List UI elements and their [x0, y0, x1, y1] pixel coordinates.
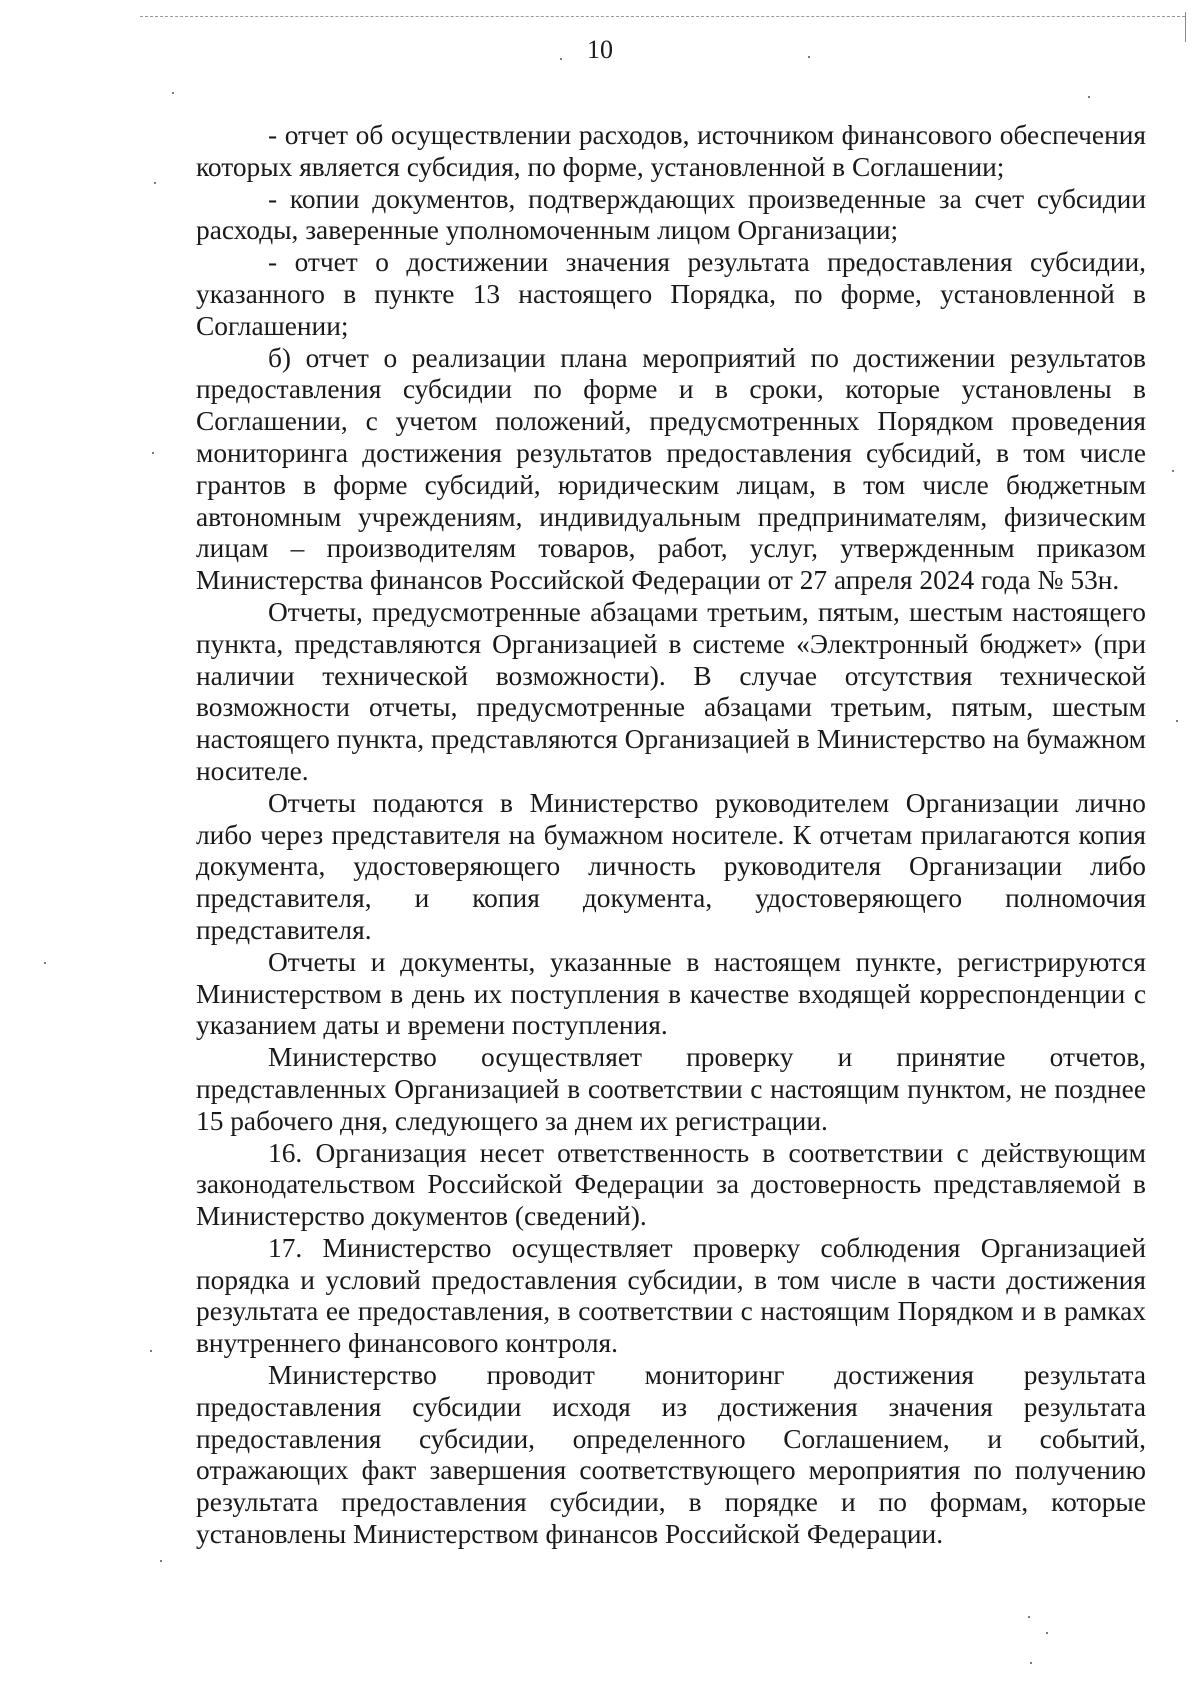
- page-number: 10: [587, 35, 613, 64]
- scan-speck: [1030, 1662, 1032, 1664]
- paragraph-expense-report: - отчет об осуществлении расходов, источником финансового обеспечения которых является субсидия, по форме, установленной в Соглашении;: [196, 120, 1146, 182]
- scan-speck: [152, 452, 154, 454]
- scan-top-edge: [140, 16, 1185, 17]
- scan-speck: [560, 58, 562, 60]
- paragraph-item-17: 17. Министерство осуществляет проверку соблюдения Организацией порядка и условий предоставления субсидии, в том числе в части достижения результата ее предоставления, в соответствии с настоящим Порядком и в рамках внутреннего финансового контроля.: [196, 1232, 1146, 1359]
- paragraph-document-copies: - копии документов, подтверждающих произведенные за счет субсидии расходы, заверенные уполномоченным лицом Организации;: [196, 183, 1146, 246]
- scan-speck: [1176, 720, 1178, 722]
- paragraph-plan-report: б) отчет о реализации плана мероприятий по достижении результатов предоставления субсидии по форме и в сроки, которые установлены в Соглашении, с учетом положений, предусмотренных Порядком проведения мониторинга достижения результатов предоставления субсидий, в том числе грантов в форме субсидий, юридическим лицам, в том числе бюджетным автономным учреждениям, индивидуальным предпринимателям, физическим лицам – производителям товаров, работ, услуг, утвержденным приказом Министерства финансов Российской Федерации от 27 апреля 2024 года № 53н.: [196, 342, 1146, 596]
- scan-speck: [1088, 96, 1090, 98]
- scan-speck: [1028, 1616, 1030, 1618]
- paragraph-report-submission: Отчеты подаются в Министерство руководителем Организации лично либо через представителя на бумажном носителе. К отчетам прилагаются копия документа, удостоверяющего личность руководителя Организации либо представителя, и копия документа, удостоверяющего полномочия представителя.: [196, 787, 1146, 945]
- scan-speck: [160, 1560, 162, 1562]
- scan-speck: [1172, 470, 1174, 472]
- paragraph-result-report: - отчет о достижении значения результата предоставления субсидии, указанного в пункте 13 настоящего Порядка, по форме, установленной в Соглашении;: [196, 247, 1146, 341]
- scan-speck: [172, 92, 174, 94]
- paragraph-monitoring: Министерство проводит мониторинг достижения результата предоставления субсидии исходя из достижения значения результата предоставления субсидии, определенного Соглашением, и событий, отражающих факт завершения соответствующего мероприятия по получению результата предоставления субсидии, в порядке и по формам, которые установлены Министерством финансов Российской Федерации.: [196, 1360, 1146, 1550]
- paragraph-report-review: Министерство осуществляет проверку и принятие отчетов, представленных Организацией в соответствии с настоящим пунктом, не позднее 15 рабочего дня, следующего за днем их регистрации.: [196, 1042, 1146, 1136]
- scan-speck: [808, 56, 810, 58]
- document-body: [196, 120, 1146, 1551]
- scan-speck: [154, 182, 156, 184]
- paragraph-electronic-budget: Отчеты, предусмотренные абзацами третьим, пятым, шестым настоящего пункта, представляются Организацией в системе «Электронный бюджет» (при наличии технической возможности). В случае отсутствия технической возможности отчеты, предусмотренные абзацами третьим, пятым, шестым настоящего пункта, представляются Организацией в Министерство на бумажном носителе.: [196, 596, 1146, 786]
- scan-speck: [1046, 1632, 1048, 1634]
- paragraph-registration: Отчеты и документы, указанные в настоящем пункте, регистрируются Министерством в день их поступления в качестве входящей корреспонденции с указанием даты и времени поступления.: [196, 946, 1146, 1041]
- scan-speck: [44, 962, 46, 964]
- scan-speck: [150, 1350, 152, 1352]
- paragraph-item-16: 16. Организация несет ответственность в соответствии с действующим законодательством Российской Федерации за достоверность представляемой в Министерство документов (сведений).: [196, 1137, 1146, 1232]
